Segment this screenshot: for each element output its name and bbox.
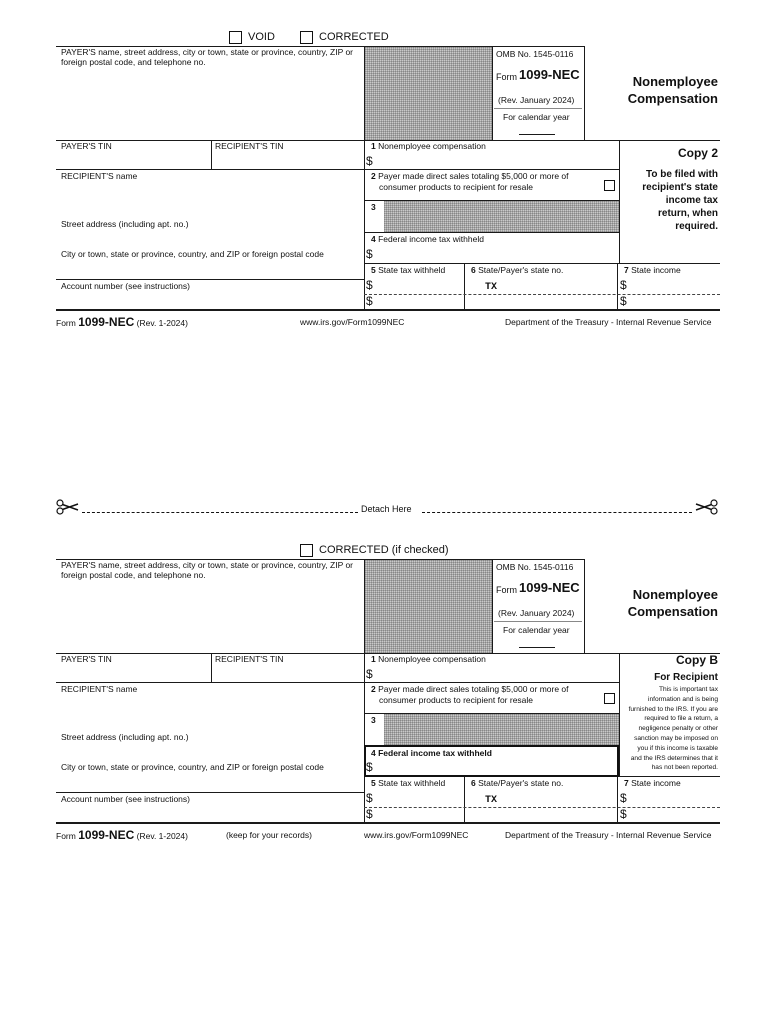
omb-number: OMB No. 1545-0116	[496, 562, 574, 572]
box2-checkbox[interactable]	[604, 180, 615, 191]
copy-desc-7: you if this income is taxable	[637, 744, 718, 752]
box4-label: 4 Federal income tax withheld	[371, 748, 492, 758]
corrected-label: CORRECTED	[319, 31, 389, 43]
void-label: VOID	[248, 31, 275, 43]
form-number: 1099-NEC	[519, 67, 580, 82]
copy-desc-9: has not been reported.	[651, 764, 718, 772]
box5-dollar-2: $	[366, 294, 373, 308]
box1-label: 1 Nonemployee compensation	[371, 141, 486, 151]
recipient-name-label: RECIPIENT'S name	[61, 171, 138, 181]
form-title-line1: Nonemployee	[632, 587, 718, 602]
revision: (Rev. January 2024)	[498, 608, 575, 618]
box2-checkbox[interactable]	[604, 693, 615, 704]
corrected-label: CORRECTED (if checked)	[319, 544, 449, 556]
box5-label: 5 State tax withheld	[371, 778, 446, 788]
copy-title: Copy 2	[677, 146, 718, 160]
box5-label: 5 State tax withheld	[371, 265, 446, 275]
street-address-label: Street address (including apt. no.)	[61, 219, 189, 229]
box5-dollar-2: $	[366, 807, 373, 821]
shaded-area	[365, 560, 492, 653]
box2-label-line2: consumer products to recipient for resale	[379, 182, 534, 192]
box2-label-line1: 2 Payer made direct sales totaling $5,000 or more of	[371, 171, 569, 181]
copy-desc-3: income tax	[665, 195, 718, 206]
copy-desc-1: To be filed with	[645, 169, 718, 180]
box7-dollar-2: $	[620, 294, 627, 308]
box7-dollar-1: $	[620, 791, 627, 805]
form-title-line1: Nonemployee	[632, 74, 718, 89]
state-value: TX	[485, 282, 498, 293]
box7-dollar-2: $	[620, 807, 627, 821]
box3-shaded	[384, 201, 619, 232]
box3-shaded	[384, 714, 619, 745]
shaded-area	[365, 47, 492, 140]
copy-desc-2: information and is being	[647, 695, 718, 703]
footer-form: Form 1099-NEC (Rev. 1-2024)	[56, 828, 188, 842]
box7-label: 7 State income	[624, 265, 681, 275]
footer-form: Form 1099-NEC (Rev. 1-2024)	[56, 315, 188, 329]
footer-url[interactable]: www.irs.gov/Form1099NEC	[364, 830, 469, 840]
box3-number: 3	[371, 202, 376, 212]
city-label: City or town, state or province, country, and ZIP or foreign postal code	[61, 249, 324, 259]
revision: (Rev. January 2024)	[498, 95, 575, 105]
state-value: TX	[485, 795, 498, 806]
box5-dollar-1: $	[366, 278, 373, 292]
form-copy-2	[0, 0, 768, 340]
corrected-checkbox[interactable]	[300, 31, 313, 44]
copy-desc-6: sanction may be imposed on	[634, 734, 718, 742]
form-word: Form	[496, 72, 517, 82]
copy-desc-4: return, when	[657, 208, 718, 219]
box4-label: 4 Federal income tax withheld	[371, 234, 484, 244]
city-label: City or town, state or province, country, and ZIP or foreign postal code	[61, 762, 324, 772]
copy-title: Copy B	[676, 653, 718, 667]
account-number-label: Account number (see instructions)	[61, 281, 190, 291]
box3-number: 3	[371, 715, 376, 725]
recipient-tin-label: RECIPIENT'S TIN	[215, 141, 284, 151]
footer-department: Department of the Treasury - Internal Revenue Service	[505, 317, 712, 327]
box6-label: 6 State/Payer's state no.	[471, 778, 564, 788]
copy-desc-4: required to file a return, a	[644, 715, 718, 723]
calendar-year-label: For calendar year	[503, 625, 570, 635]
omb-number: OMB No. 1545-0116	[496, 49, 574, 59]
box2-label-line2: consumer products to recipient for resale	[379, 695, 534, 705]
payer-box-label: PAYER'S name, street address, city or town, state or province, country, ZIP or foreign postal code, and telephone no.	[61, 47, 354, 67]
payer-tin-label: PAYER'S TIN	[61, 654, 112, 664]
copy-desc-3: furnished to the IRS. If you are	[628, 705, 718, 713]
box4-dollar: $	[366, 247, 373, 261]
void-checkbox[interactable]	[229, 31, 242, 44]
box1-label: 1 Nonemployee compensation	[371, 654, 486, 664]
copy-desc-5: negligence penalty or other	[638, 725, 718, 733]
payer-box-label: PAYER'S name, street address, city or town, state or province, country, ZIP or foreign postal code, and telephone no.	[61, 560, 354, 580]
form-title-line2: Compensation	[627, 604, 718, 619]
form-word: Form	[496, 585, 517, 595]
copy-desc-2: recipient's state	[642, 182, 718, 193]
account-number-label: Account number (see instructions)	[61, 794, 190, 804]
box7-label: 7 State income	[624, 778, 681, 788]
recipient-name-label: RECIPIENT'S name	[61, 684, 138, 694]
corrected-checkbox[interactable]	[300, 544, 313, 557]
box1-dollar: $	[366, 154, 373, 168]
copy-desc-5: required.	[675, 221, 718, 232]
payer-tin-label: PAYER'S TIN	[61, 141, 112, 151]
calendar-year-label: For calendar year	[503, 112, 570, 122]
detach-label: Detach Here	[361, 504, 412, 514]
box6-label: 6 State/Payer's state no.	[471, 265, 564, 275]
copy-subtitle: For Recipient	[654, 672, 718, 683]
box5-dollar-1: $	[366, 791, 373, 805]
box4-dollar: $	[366, 760, 373, 774]
copy-desc-8: and the IRS determines that it	[630, 754, 718, 762]
copy-desc	[600, 685, 718, 773]
form-copy-b	[0, 513, 768, 853]
footer-keep: (keep for your records)	[226, 830, 312, 840]
footer-url[interactable]: www.irs.gov/Form1099NEC	[300, 317, 405, 327]
box2-label-line1: 2 Payer made direct sales totaling $5,000 or more of	[371, 684, 569, 694]
box7-dollar-1: $	[620, 278, 627, 292]
recipient-tin-label: RECIPIENT'S TIN	[215, 654, 284, 664]
street-address-label: Street address (including apt. no.)	[61, 732, 189, 742]
footer-department: Department of the Treasury - Internal Revenue Service	[505, 830, 712, 840]
form-number: 1099-NEC	[519, 580, 580, 595]
copy-desc-1: This is important tax	[659, 686, 718, 693]
form-title-line2: Compensation	[627, 91, 718, 106]
box1-dollar: $	[366, 667, 373, 681]
